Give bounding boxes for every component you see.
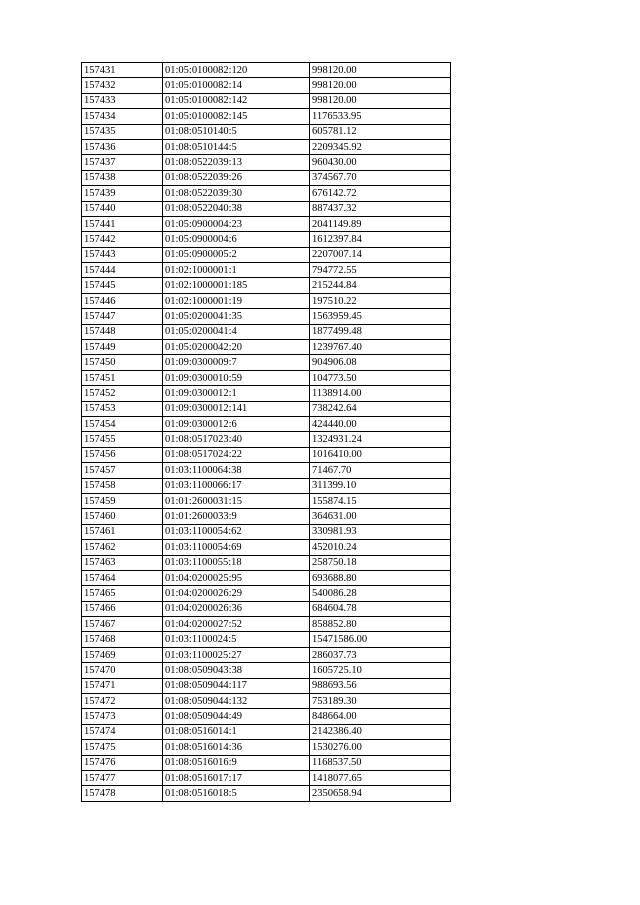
table-row <box>82 478 451 493</box>
value-cell: 424440.00 <box>310 416 451 431</box>
record-number-cell: 157468 <box>82 632 163 647</box>
record-number-cell: 157466 <box>82 601 163 616</box>
value-cell: 330981.93 <box>310 524 451 539</box>
value-cell: 215244.84 <box>310 278 451 293</box>
cadastral-number-cell: 01:08:0522039:26 <box>163 170 310 185</box>
table-row <box>82 601 451 616</box>
table-row <box>82 617 451 632</box>
record-number-cell: 157445 <box>82 278 163 293</box>
record-number-cell: 157469 <box>82 647 163 662</box>
record-number-cell: 157472 <box>82 694 163 709</box>
record-number-cell: 157462 <box>82 540 163 555</box>
cadastral-number-cell: 01:05:0900005:2 <box>163 247 310 262</box>
record-number-cell: 157431 <box>82 63 163 78</box>
records-table <box>81 62 451 802</box>
cadastral-number-cell: 01:03:1100054:62 <box>163 524 310 539</box>
value-cell: 2041149.89 <box>310 216 451 231</box>
record-number-cell: 157470 <box>82 663 163 678</box>
value-cell: 887437.32 <box>310 201 451 216</box>
table-row <box>82 524 451 539</box>
cadastral-number-cell: 01:09:0300012:1 <box>163 386 310 401</box>
table-row <box>82 663 451 678</box>
table-row <box>82 555 451 570</box>
value-cell: 2350658.94 <box>310 786 451 801</box>
table-row <box>82 724 451 739</box>
table-row <box>82 755 451 770</box>
value-cell: 1877499.48 <box>310 324 451 339</box>
cadastral-number-cell: 01:05:0100082:145 <box>163 109 310 124</box>
table-row <box>82 186 451 201</box>
cadastral-number-cell: 01:08:0509044:117 <box>163 678 310 693</box>
record-number-cell: 157433 <box>82 93 163 108</box>
record-number-cell: 157478 <box>82 786 163 801</box>
table-row <box>82 63 451 78</box>
cadastral-number-cell: 01:09:0300010:59 <box>163 370 310 385</box>
record-number-cell: 157459 <box>82 493 163 508</box>
record-number-cell: 157447 <box>82 309 163 324</box>
table-row <box>82 647 451 662</box>
value-cell: 2209345.92 <box>310 139 451 154</box>
record-number-cell: 157444 <box>82 263 163 278</box>
table-row <box>82 232 451 247</box>
record-number-cell: 157463 <box>82 555 163 570</box>
cadastral-number-cell: 01:08:0509044:49 <box>163 709 310 724</box>
record-number-cell: 157456 <box>82 447 163 462</box>
value-cell: 1605725.10 <box>310 663 451 678</box>
cadastral-number-cell: 01:08:0516014:1 <box>163 724 310 739</box>
record-number-cell: 157471 <box>82 678 163 693</box>
value-cell: 904906.08 <box>310 355 451 370</box>
table-row <box>82 155 451 170</box>
value-cell: 104773.50 <box>310 370 451 385</box>
value-cell: 1324931.24 <box>310 432 451 447</box>
table-row <box>82 447 451 462</box>
record-number-cell: 157458 <box>82 478 163 493</box>
value-cell: 693688.80 <box>310 570 451 585</box>
value-cell: 998120.00 <box>310 93 451 108</box>
record-number-cell: 157473 <box>82 709 163 724</box>
record-number-cell: 157449 <box>82 340 163 355</box>
record-number-cell: 157464 <box>82 570 163 585</box>
record-number-cell: 157442 <box>82 232 163 247</box>
cadastral-number-cell: 01:05:0900004:23 <box>163 216 310 231</box>
cadastral-number-cell: 01:08:0516018:5 <box>163 786 310 801</box>
table-row <box>82 586 451 601</box>
table-row <box>82 247 451 262</box>
value-cell: 1612397.84 <box>310 232 451 247</box>
record-number-cell: 157451 <box>82 370 163 385</box>
record-number-cell: 157432 <box>82 78 163 93</box>
table-row <box>82 278 451 293</box>
table-row <box>82 355 451 370</box>
cadastral-number-cell: 01:03:1100066:17 <box>163 478 310 493</box>
table-row <box>82 416 451 431</box>
record-number-cell: 157438 <box>82 170 163 185</box>
record-number-cell: 157440 <box>82 201 163 216</box>
record-number-cell: 157457 <box>82 463 163 478</box>
table-row <box>82 770 451 785</box>
value-cell: 1176533.95 <box>310 109 451 124</box>
cadastral-number-cell: 01:01:2600031:15 <box>163 493 310 508</box>
cadastral-number-cell: 01:04:0200026:29 <box>163 586 310 601</box>
record-number-cell: 157467 <box>82 617 163 632</box>
cadastral-number-cell: 01:02:1000001:19 <box>163 293 310 308</box>
table-row <box>82 340 451 355</box>
record-number-cell: 157448 <box>82 324 163 339</box>
value-cell: 452010.24 <box>310 540 451 555</box>
value-cell: 15471586.00 <box>310 632 451 647</box>
record-number-cell: 157452 <box>82 386 163 401</box>
record-number-cell: 157455 <box>82 432 163 447</box>
record-number-cell: 157476 <box>82 755 163 770</box>
record-number-cell: 157437 <box>82 155 163 170</box>
table-row <box>82 370 451 385</box>
record-number-cell: 157477 <box>82 770 163 785</box>
cadastral-number-cell: 01:08:0517024:22 <box>163 447 310 462</box>
cadastral-number-cell: 01:03:1100054:69 <box>163 540 310 555</box>
cadastral-number-cell: 01:08:0510140:5 <box>163 124 310 139</box>
cadastral-number-cell: 01:02:1000001:1 <box>163 263 310 278</box>
value-cell: 605781.12 <box>310 124 451 139</box>
value-cell: 1418077.65 <box>310 770 451 785</box>
value-cell: 286037.73 <box>310 647 451 662</box>
cadastral-number-cell: 01:08:0516014:36 <box>163 740 310 755</box>
cadastral-number-cell: 01:05:0200042:20 <box>163 340 310 355</box>
value-cell: 1239767.40 <box>310 340 451 355</box>
table-row <box>82 201 451 216</box>
record-number-cell: 157474 <box>82 724 163 739</box>
value-cell: 540086.28 <box>310 586 451 601</box>
table-row <box>82 694 451 709</box>
value-cell: 374567.70 <box>310 170 451 185</box>
table-row <box>82 632 451 647</box>
cadastral-number-cell: 01:01:2600033:9 <box>163 509 310 524</box>
table-row <box>82 786 451 801</box>
table-row <box>82 463 451 478</box>
record-number-cell: 157446 <box>82 293 163 308</box>
table-row <box>82 401 451 416</box>
value-cell: 794772.55 <box>310 263 451 278</box>
table-row <box>82 386 451 401</box>
record-number-cell: 157435 <box>82 124 163 139</box>
table-row <box>82 709 451 724</box>
record-number-cell: 157439 <box>82 186 163 201</box>
records-table-body <box>82 63 451 802</box>
table-row <box>82 170 451 185</box>
cadastral-number-cell: 01:08:0509043:38 <box>163 663 310 678</box>
value-cell: 311399.10 <box>310 478 451 493</box>
cadastral-number-cell: 01:05:0200041:4 <box>163 324 310 339</box>
cadastral-number-cell: 01:05:0900004:6 <box>163 232 310 247</box>
cadastral-number-cell: 01:04:0200027:52 <box>163 617 310 632</box>
record-number-cell: 157453 <box>82 401 163 416</box>
value-cell: 2207007.14 <box>310 247 451 262</box>
value-cell: 2142386.40 <box>310 724 451 739</box>
cadastral-number-cell: 01:05:0100082:120 <box>163 63 310 78</box>
value-cell: 1138914.00 <box>310 386 451 401</box>
table-row <box>82 124 451 139</box>
table-row <box>82 493 451 508</box>
table-row <box>82 324 451 339</box>
cadastral-number-cell: 01:04:0200026:36 <box>163 601 310 616</box>
table-row <box>82 139 451 154</box>
value-cell: 988693.56 <box>310 678 451 693</box>
table-row <box>82 216 451 231</box>
value-cell: 848664.00 <box>310 709 451 724</box>
cadastral-number-cell: 01:08:0510144:5 <box>163 139 310 154</box>
value-cell: 71467.70 <box>310 463 451 478</box>
value-cell: 364631.00 <box>310 509 451 524</box>
value-cell: 676142.72 <box>310 186 451 201</box>
value-cell: 684604.78 <box>310 601 451 616</box>
value-cell: 1530276.00 <box>310 740 451 755</box>
table-row <box>82 509 451 524</box>
record-number-cell: 157475 <box>82 740 163 755</box>
cadastral-number-cell: 01:05:0100082:14 <box>163 78 310 93</box>
table-row <box>82 678 451 693</box>
value-cell: 753189.30 <box>310 694 451 709</box>
cadastral-number-cell: 01:05:0200041:35 <box>163 309 310 324</box>
record-number-cell: 157465 <box>82 586 163 601</box>
cadastral-number-cell: 01:03:1100055:18 <box>163 555 310 570</box>
cadastral-number-cell: 01:09:0300012:141 <box>163 401 310 416</box>
cadastral-number-cell: 01:03:1100064:38 <box>163 463 310 478</box>
value-cell: 1563959.45 <box>310 309 451 324</box>
cadastral-number-cell: 01:08:0522040:38 <box>163 201 310 216</box>
record-number-cell: 157436 <box>82 139 163 154</box>
table-row <box>82 78 451 93</box>
table-row <box>82 432 451 447</box>
value-cell: 738242.64 <box>310 401 451 416</box>
value-cell: 858852.80 <box>310 617 451 632</box>
cadastral-number-cell: 01:02:1000001:185 <box>163 278 310 293</box>
table-row <box>82 740 451 755</box>
cadastral-number-cell: 01:03:1100024:5 <box>163 632 310 647</box>
record-number-cell: 157434 <box>82 109 163 124</box>
table-row <box>82 309 451 324</box>
cadastral-number-cell: 01:09:0300009:7 <box>163 355 310 370</box>
cadastral-number-cell: 01:03:1100025:27 <box>163 647 310 662</box>
record-number-cell: 157443 <box>82 247 163 262</box>
table-row <box>82 109 451 124</box>
record-number-cell: 157441 <box>82 216 163 231</box>
value-cell: 258750.18 <box>310 555 451 570</box>
value-cell: 1016410.00 <box>310 447 451 462</box>
value-cell: 1168537.50 <box>310 755 451 770</box>
record-number-cell: 157450 <box>82 355 163 370</box>
cadastral-number-cell: 01:08:0516017:17 <box>163 770 310 785</box>
cadastral-number-cell: 01:08:0509044:132 <box>163 694 310 709</box>
table-row <box>82 263 451 278</box>
cadastral-number-cell: 01:08:0522039:13 <box>163 155 310 170</box>
cadastral-number-cell: 01:08:0522039:30 <box>163 186 310 201</box>
table-row <box>82 540 451 555</box>
cadastral-number-cell: 01:08:0516016:9 <box>163 755 310 770</box>
cadastral-number-cell: 01:05:0100082:142 <box>163 93 310 108</box>
record-number-cell: 157461 <box>82 524 163 539</box>
value-cell: 155874.15 <box>310 493 451 508</box>
cadastral-number-cell: 01:04:0200025:95 <box>163 570 310 585</box>
record-number-cell: 157460 <box>82 509 163 524</box>
record-number-cell: 157454 <box>82 416 163 431</box>
value-cell: 197510.22 <box>310 293 451 308</box>
table-row <box>82 93 451 108</box>
value-cell: 998120.00 <box>310 63 451 78</box>
value-cell: 998120.00 <box>310 78 451 93</box>
cadastral-number-cell: 01:09:0300012:6 <box>163 416 310 431</box>
value-cell: 960430.00 <box>310 155 451 170</box>
table-row <box>82 570 451 585</box>
cadastral-number-cell: 01:08:0517023:40 <box>163 432 310 447</box>
table-row <box>82 293 451 308</box>
